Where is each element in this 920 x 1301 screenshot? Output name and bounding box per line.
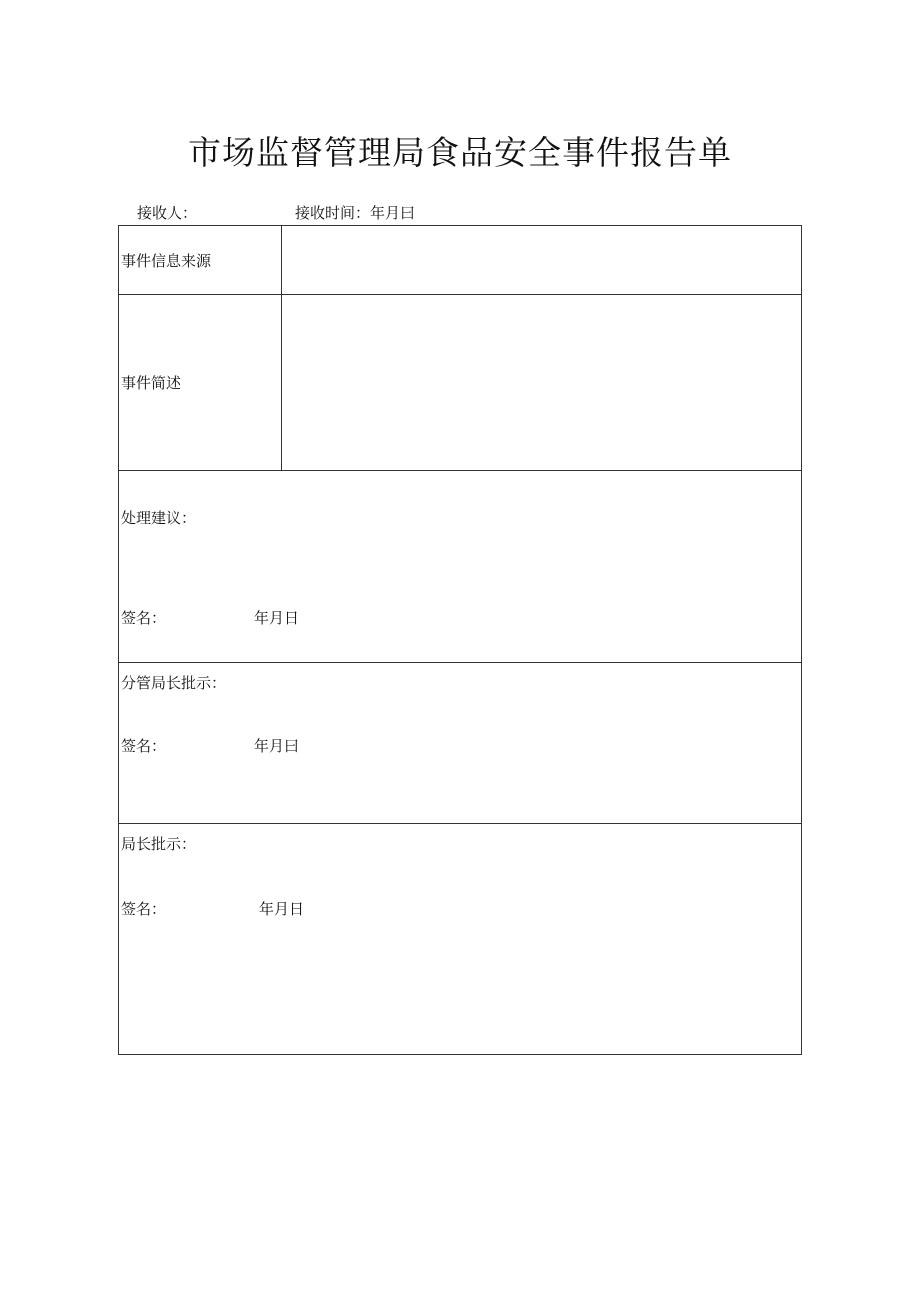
page-title: 市场监督管理局食品安全事件报告单 [188, 133, 732, 172]
receive-time-label: 接收时间：年月曰 [295, 204, 416, 222]
handling-suggestion-label: 处理建议： [121, 509, 197, 527]
handling-signature-label: 签名： [121, 609, 167, 627]
director-date-label: 年月日 [259, 900, 305, 918]
event-summary-label: 事件简述 [121, 374, 182, 392]
row-divider [119, 823, 801, 824]
row-divider [119, 662, 801, 663]
deputy-director-instruction-label: 分管局长批示： [121, 674, 227, 692]
event-source-field[interactable] [282, 226, 802, 294]
deputy-director-date-label: 年月曰 [254, 737, 300, 755]
deputy-director-signature-label: 签名： [121, 737, 167, 755]
event-summary-field[interactable] [282, 295, 802, 470]
row-divider [119, 470, 801, 471]
handling-date-label: 年月日 [254, 609, 300, 627]
receiver-label: 接收人： [137, 204, 198, 222]
event-source-label: 事件信息来源 [121, 252, 212, 270]
report-form-table [118, 225, 802, 1055]
director-signature-label: 签名： [121, 900, 167, 918]
director-instruction-label: 局长批示： [121, 835, 197, 853]
